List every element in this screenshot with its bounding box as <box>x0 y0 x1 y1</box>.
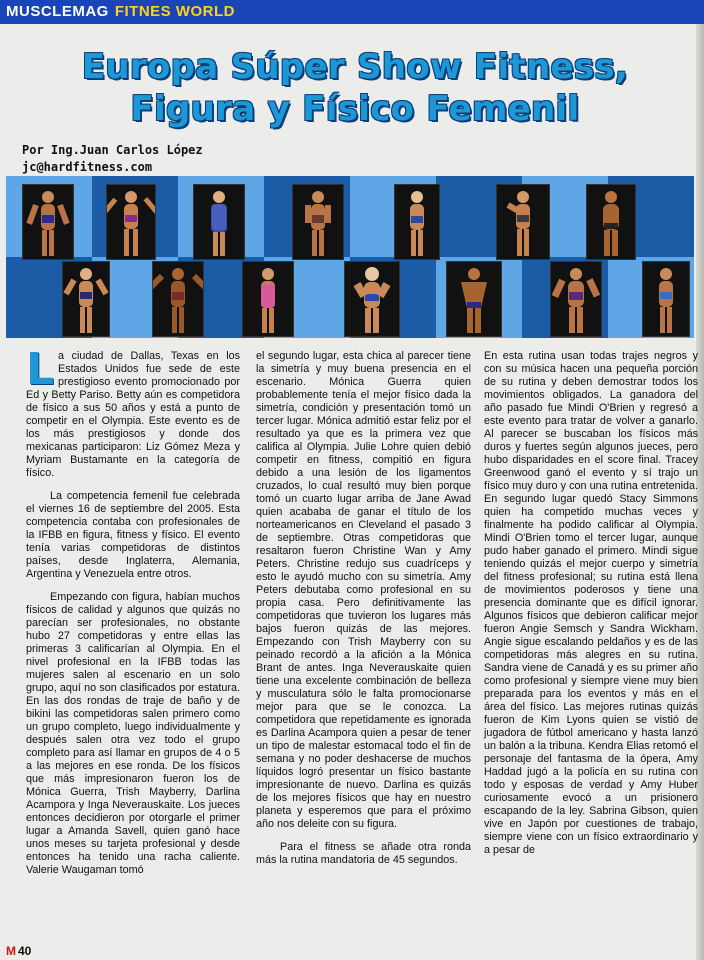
brand-name: MUSCLEMAG <box>6 3 109 20</box>
magazine-header <box>6 3 235 20</box>
paragraph-text: a ciudad de Dallas, Texas en los Estados Unidos fue sede de este prestigioso evento promocionado por Ed y Betty Pariso. Betty aún es competidora de físico a sus 50 años y está a punto de competir en el Olympia. Este evento es de los más prestigiosos y donde dos mexicanas participaron: Liz Gómez Meza y Myriam Bustamante en la categoría de físico. <box>26 350 240 479</box>
paragraph: Empezando con figura, habían muchos físicos de calidad y algunos que quizás no parecían ser profesionales, no obstante hubo 27 competidoras y entre ellas las primeras 3 calificarían al Olympia. En el nivel profesional en la IFBB todas las mujeres salen al escenario en un solo grupo, aquí no son clasificados por estatura. En las dos rondas de traje de baño y de bikini las competidoras salen primero como un grupo completo, luego individualmente y después salen otra vez todo el grupo completo para así llamar en grupos de 4 o 5 a las mejores en ese ronda. De los físicos que más impresionaron fueron los de Mónica Guerra, Trish Mayberry, Darlina Acampora y Inga Neverauskaite. Los jueces entonces decidieron por otorgarle el primer lugar a Amanda Savell, quien ganó hace unos meses su tarjeta profesional y desde entonces ha tenido una racha caliente. Valerie Waugaman tomó <box>26 591 240 876</box>
competitor-photo <box>152 261 204 337</box>
competitor-photo <box>292 184 344 260</box>
competitor-photo <box>550 261 602 337</box>
competitor-photo <box>106 184 156 260</box>
article-column-3 <box>484 350 698 867</box>
article-title-line-1: Europa Súper Show Fitness, <box>81 47 629 87</box>
paragraph: el segundo lugar, esta chica al parecer tiene la simetría y muy buena presencia en el escenario. Mónica Guerra quien probablemente tenía el mejor físico dada la simetría, condición y presentación tomó un tercer lugar. Mónica admitió estar feliz por el resultado ya que es la primera vez que califica al Olympia. Julie Lohre quien debió competir en fitness, compitió en figura debido a una lesión de los ligamentos cruzados, lo cual resultó muy bien porque tomó un cuarto lugar arriba de Jane Awad quien acababa de ganar el título de los norteamericanos en Cleveland el pasado 3 de septiembre. Otras competidoras que resaltaron fueron Christine Wan y Amy Peters. Christine redujo sus cuadríceps y esto le ayudó mucho con su simetría. Amy Peters debutaba como profesional en su propia casa. Pero definitivamente las competidoras que tuvieron los lugares más bajos fueron quizás de las mejores. Empezando con Trish Mayberry con su peinado recordó a la afición a la Mónica Brant de antes. Inga Neverauskaite quien tiene una excelente combinación de belleza y musculatura sólo le falta promocionarse mejor para que se le conozca. La competidora que repetidamente es ignorada es Darlina Acampora quien a pesar de tener un tipo de malestar estomacal todo el fin de semana y no poder deshacerse de muchos líquidos logró presentar un físico bastante impresionante de nuevo. Darlina es quizás de los mejores físicos que hay en nuestro planeta y esperemos que para el próximo año nos deleite con su figura. <box>256 350 471 830</box>
paragraph: Para el fitness se añade otra ronda más la rutina mandatoria de 45 segundos. <box>256 841 471 866</box>
page-number <box>6 944 31 958</box>
competitor-photo <box>496 184 550 260</box>
competitor-photo <box>446 261 502 337</box>
competitor-photo <box>193 184 245 260</box>
byline <box>22 142 203 176</box>
competitor-photo <box>642 261 690 337</box>
article-column-2 <box>256 350 471 877</box>
page-number-value: 40 <box>18 944 32 958</box>
article-column-1 <box>26 344 240 887</box>
page-mark: M <box>6 944 16 958</box>
drop-cap: L <box>26 344 55 395</box>
section-name: FITNES WORLD <box>114 3 235 20</box>
competitor-photo <box>394 184 440 260</box>
author-email: jc@hardfitness.com <box>22 160 153 174</box>
competitor-photo <box>344 261 400 337</box>
competitor-photo <box>586 184 636 260</box>
competitor-photo-strip <box>6 176 694 338</box>
article-title-line-2: Figura y Físico Femenil <box>130 89 580 129</box>
paragraph: En esta rutina usan todas trajes negros y con su música hacen una pequeña porción de su rutina y deben demostrar todos los movimientos obligados. La ganadora del año pasado fue Mindi O'Brien y regresó a este evento para tratar de volver a ganarlo. Al parecer se buscaban los físicos más duros y fuertes según algunos jueces, pero hubo disparidades en el score final. Tracey Greenwood ganó el evento y sí trajo un físico muy duro y con una rutina entretenida. En segundo lugar quedó Stacy Simmons quien ha competido muchas veces y finalmente ha podido calificar al Olympia. Mindi O'Brien tomo el tercer lugar, aunque pudo haber ganado el primero. Mindi sigue teniendo quizás el mejor cuerpo y simetría del fitness profesional; su rutina está llena de movimientos poderosos y tiene una presencia dominante que es difícil ignorar. Algunos físicos que debieron calificar mejor fueron Angie Semsch y Sandra Wickham. Angie sigue escalando peldaños y es de las competidoras más alegres en su rutina. Sandra viene de Canadá y es su primer año como profesional y siempre viene muy bien preparada para los eventos y más en el área del físico. Las mejores rutinas quizás fueron de Kim Lyons quien se vistió de jugadora de fútbol americano y hasta lanzó un balón a la tribuna. Kendra Elias retomó el personaje del fantasma de la ópera, Amy Haddad jugó a la policía en su rutina con todo y esposas de verdad y Amy Huber curiosamente evocó a un prisionero escapando de la ley. Sabrina Gibson, quien vive en Japón por cuestiones de trabajo, siempre viene con un físico extraordinario y a pesar de <box>484 350 698 856</box>
competitor-photo <box>242 261 294 337</box>
competitor-photo <box>62 261 110 337</box>
author-name: Por Ing.Juan Carlos López <box>22 143 203 157</box>
competitor-photo <box>22 184 74 260</box>
header-bar <box>0 0 704 24</box>
paragraph: La competencia femenil fue celebrada el viernes 16 de septiembre del 2005. Esta competencia contaba con profesionales de la IFBB en figura, fitness y físico. El evento tenía varias competidoras de distintos países, desde Inglaterra, Alemania, Argentina y Venezuela entre otros. <box>26 490 240 580</box>
paragraph <box>26 344 240 480</box>
